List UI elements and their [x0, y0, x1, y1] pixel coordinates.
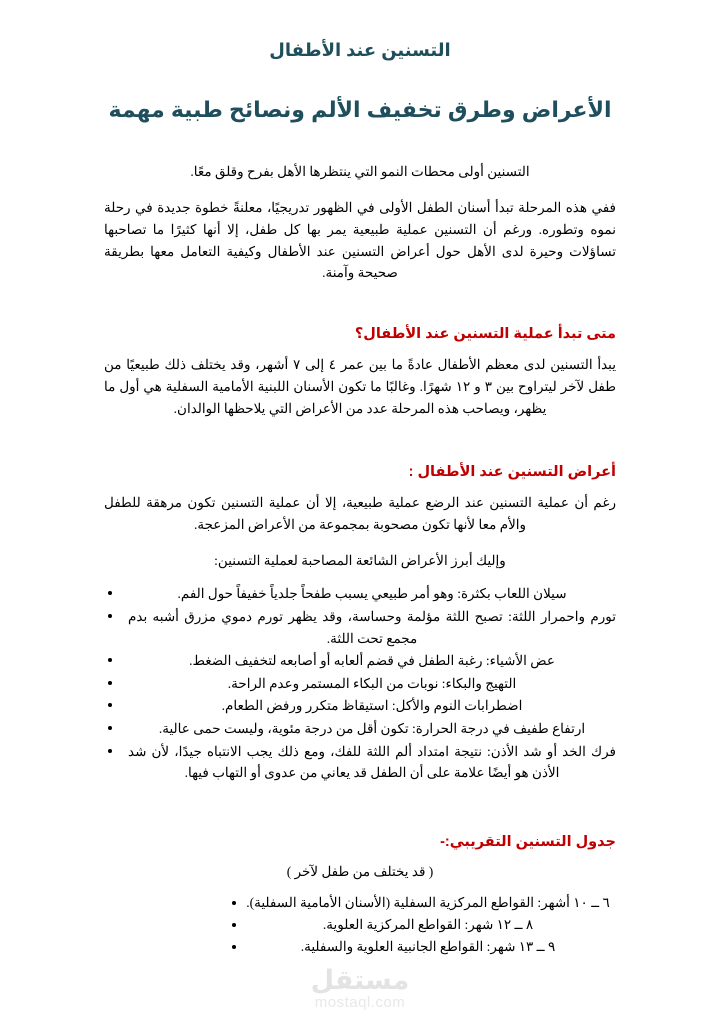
intro-lead-paragraph: التسنين أولى محطات النمو التي ينتظرها الأهل بفرح وقلق معًا. — [190, 164, 530, 179]
section-heading-teething-schedule: جدول التسنين التقريبي:- — [440, 833, 616, 850]
watermark-domain-text: mostaql.com — [314, 994, 406, 1011]
list-item — [104, 583, 616, 605]
list-item-text: فرك الخد أو شد الأذن: نتيجة امتداد ألم اللثة للفك، ومع ذلك يجب الانتباه جيدًا، لأن شد الأذن هو أيضًا علامة على أن الطفل قد يعاني من عدوى أو التهاب فيها. — [128, 743, 616, 781]
intro-paragraph: ففي هذه المرحلة تبدأ أسنان الطفل الأولى في الظهور تدريجيًا، معلنةً خطوة جديدة في رحلة نموه وتطوره. ورغم أن التسنين عملية طبيعية يمر بها كل طفل، إلا أنها كثيرًا ما تصاحبها تساؤلات وحيرة لدى الأهل حول أعراض التسنين عند الأطفال وكيفية التعامل معها بطريقة صحيحة وآمنة. — [104, 199, 616, 281]
section-symptoms-intro-line: وإليك أبرز الأعراض الشائعة المصاحبة لعملية التسنين: — [214, 552, 506, 568]
list-item-text: ارتفاع طفيف في درجة الحرارة: تكون أقل من درجة مئوية، وليست حمى عالية. — [158, 721, 586, 737]
list-item — [104, 892, 616, 914]
section-heading-symptoms: أعراض التسنين عند الأطفال : — [408, 463, 616, 480]
list-item — [104, 606, 616, 649]
page-subtitle: الأعراض وطرق تخفيف الألم ونصائح طبية مهمة — [108, 97, 612, 122]
watermark-arabic-logo: مستقل — [310, 965, 410, 995]
list-item-text: اضطرابات النوم والأكل: استيقاظ متكرر ورفض الطعام. — [221, 698, 523, 714]
bullet-icon — [108, 703, 112, 707]
list-item-text: التهيج والبكاء: نوبات من البكاء المستمر وعدم الراحة. — [227, 675, 517, 691]
section-symptoms-paragraph: رغم أن عملية التسنين عند الرضع عملية طبيعية، إلا أن عملية التسنين تكون مرهقة للطفل والأم معا لأنها تكون مصحوبة بمجموعة من الأعراض المزعجة. — [104, 494, 616, 532]
bullet-icon — [108, 681, 112, 685]
page-title: التسنين عند الأطفال — [269, 40, 451, 60]
list-item — [104, 650, 616, 672]
bullet-icon — [108, 726, 112, 730]
list-item-text: ٨ ــ ١٢ شهر: القواطع المركزية العلوية. — [322, 916, 534, 932]
list-item-text: عض الأشياء: رغبة الطفل في قضم ألعابه أو أصابعه لتخفيف الضغط. — [189, 653, 555, 669]
list-item — [104, 914, 616, 936]
list-item-text: تورم واحمرار اللثة: تصبح اللثة مؤلمة وحساسة، وقد يظهر تورم دموي مزرق أشبه بدم مجمع تحت اللثة. — [128, 609, 616, 646]
watermark — [0, 967, 720, 1010]
list-item-text: ٦ ــ ١٠ أشهر: القواطع المركزية السفلية (الأسنان الأمامية السفلية). — [246, 894, 610, 910]
section-heading-when-teething-starts: متى تبدأ عملية التسنين عند الأطفال؟ — [354, 326, 616, 343]
list-item — [104, 695, 616, 717]
bullet-icon — [108, 591, 112, 595]
list-item-text: سيلان اللعاب بكثرة: وهو أمر طبيعي يسبب طفحاً جلدياً خفيفاً حول الفم. — [177, 586, 567, 602]
schedule-note: ( قد يختلف من طفل لآخر ) — [286, 863, 434, 879]
bullet-icon — [232, 945, 236, 949]
list-item-text: ٩ ــ ١٣ شهر: القواطع الجانبية العلوية والسفلية. — [300, 938, 556, 954]
bullet-icon — [232, 923, 236, 927]
section-when-paragraph: يبدأ التسنين لدى معظم الأطفال عادةً ما بين عمر ٤ إلى ٧ أشهر، وقد يختلف ذلك طبيعيًا من طفل لآخر ليتراوح بين ٣ و ١٢ شهرًا. وغالبًا ما تكون الأسنان اللبنية الأمامية السفلية هي أول ما يظهر، ويصاحب هذه المرحلة عدد من الأعراض التي يلاحظها الوالدان. — [104, 357, 616, 417]
list-item — [104, 936, 616, 958]
list-item — [104, 718, 616, 740]
symptoms-list — [104, 583, 616, 783]
list-item — [104, 673, 616, 695]
bullet-icon — [108, 749, 112, 753]
bullet-icon — [232, 901, 236, 905]
bullet-icon — [108, 614, 112, 618]
list-item — [104, 741, 616, 784]
schedule-list — [104, 892, 616, 958]
bullet-icon — [108, 658, 112, 662]
